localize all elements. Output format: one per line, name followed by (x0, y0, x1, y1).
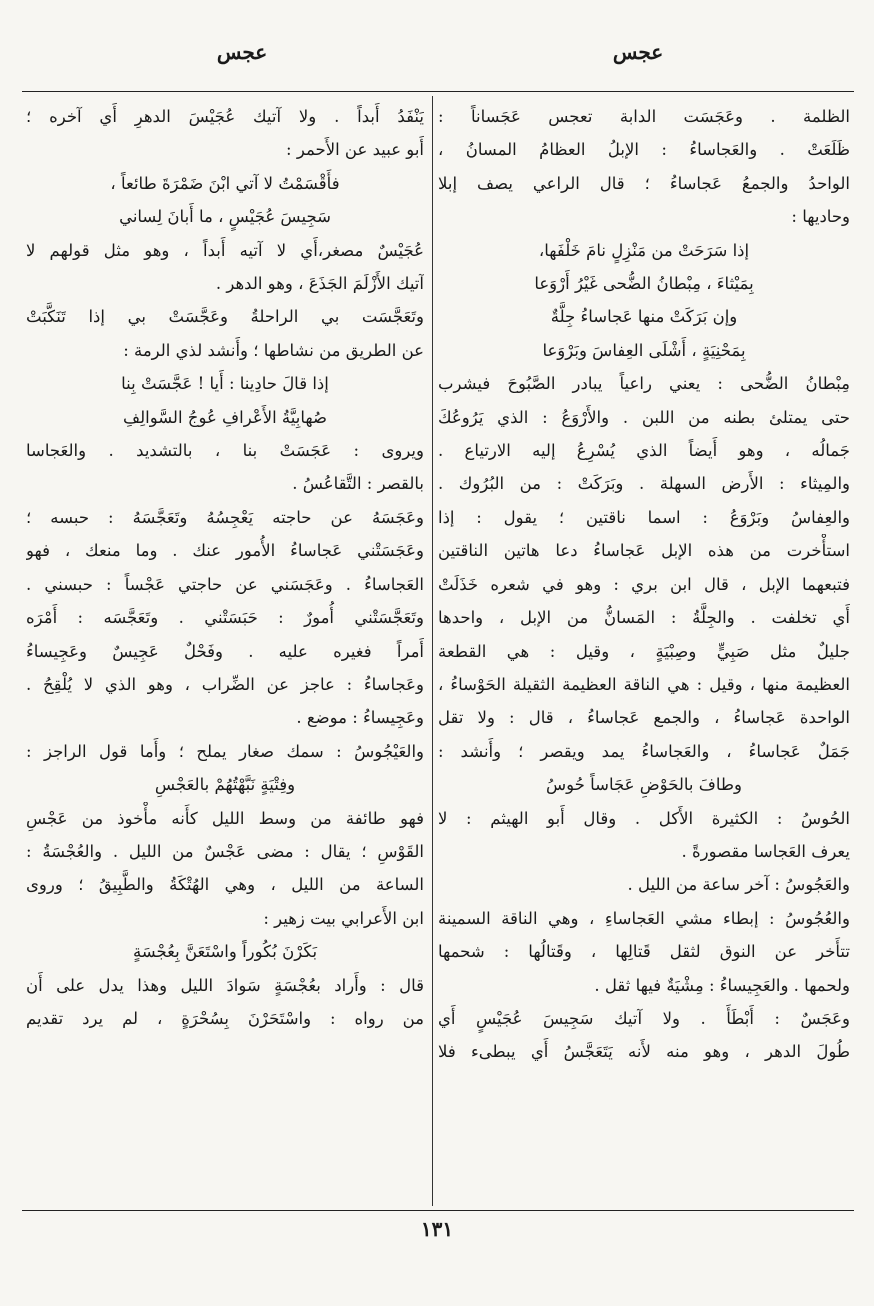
text-line: الظلمة . وعَجَسَت الدابة تعجس عَجَساناً : (438, 107, 850, 126)
text-line: وعَجَسٌ : أَبْطَأَ . ولا آتيك سَجِيسَ عُجَيْسٍ أَي (438, 1008, 850, 1028)
text-line: عن الطريق من نشاطها ؛ وأَنشد لذي الرمة : (123, 340, 424, 360)
verse-line: بَكَرْنَ بُكُوراً واسْتَعَنَّ بِعُجْسَةٍ (132, 942, 318, 962)
text-line: ابن الأَعرابي بيت زهير : (263, 908, 424, 928)
text-line: من رواه : واسْتَحَرْنَ بِسُحْرَةٍ ، لم يرد تقديم (26, 1008, 424, 1028)
column-divider (432, 96, 433, 1206)
text-line: الواحدُ والجمعُ عَجاساءُ ؛ قال الراعي يصف إبلا (438, 173, 850, 193)
left-column-header: عجس (216, 40, 268, 64)
top-rule (22, 91, 854, 92)
left-column (26, 100, 424, 1205)
verse-line: وفِتْيَةٍ نَبَّهْتُهُمْ بالعَجْسِ (154, 775, 296, 795)
text-line: يعرف العَجاسا مقصورةً . (681, 841, 850, 861)
text-line: أَبو عبيد عن الأَحمر : (286, 140, 424, 160)
text-line: الواحدة عَجاساءُ ، والجمع عَجاساءُ ، قال : ولا تقل (438, 708, 850, 728)
text-line: آتيك الأَزْلَمَ الجَذَعَ ، وهو الدهر . (215, 274, 424, 294)
text-line: العظيمة منها ، وقيل : هي الناقة العظيمة الثقيلة الحَوْساءُ ، (438, 674, 850, 694)
verse-line: إذا قالَ حادِينا : أَيا ! عَجَّسَتْ بِنا (121, 374, 329, 394)
text-line: جَمالُه ، وهو أَيضاً الذي يُسْرِعُ إليه الارتياع . (438, 441, 850, 461)
text-line: تتأَخر عن النوق لثقل قَتالِها ، وقَتالُها : شحمها (438, 942, 850, 962)
text-line: يَنْفَدُ أَبداً . ولا آتيك عُجَيْسَ الدهرِ أَي آخره ؛ (26, 107, 424, 126)
verse-line: إذا سَرَحَتْ من مَنْزِلٍ نامَ خَلْفَها، (538, 240, 750, 260)
page-number: ١٣١ (420, 1217, 454, 1241)
verse-line: بِمَحْنِيَةٍ ، أَشْلَى العِفاسَ وبَرْوَعا (542, 340, 746, 360)
text-line: والعَيْجُوسُ : سمك صغار يملح ؛ وأَما قول الراجز : (26, 741, 424, 761)
text-line: ويروى : عَجَسَتْ بنا ، بالتشديد . والعَجاسا (26, 441, 424, 461)
text-line: جَمَلٌ عَجاساءُ ، والعَجاساءُ يمد ويقصر ؛ وأَنشد : (438, 741, 850, 761)
verse-line: سَجِيسَ عُجَيْسٍ ، ما أَبانَ لِساني (119, 207, 331, 227)
verse-line: فأَقْسَمْتُ لا آتي ابْنَ ضَمْرَةَ طائعاً ، (110, 173, 340, 193)
text-line: والعُجُوسُ : إبطاء مشي العَجاساءِ ، وهي الناقة السمينة (438, 908, 850, 928)
text-line: مِبْطانُ الضُّحى : يعني راعياً يبادر الصَّبُوحَ فيشرب (438, 374, 850, 394)
text-line: والمِيثاء : الأَرض السهلة . وبَرَكَتْ : من البُرُوك . (438, 474, 850, 494)
text-line: ظَلَعَتْ . والعَجاساءُ : الإبلُ العظامُ المسانُ ، (438, 140, 850, 160)
text-line: وعَجِيساءُ : موضع . (296, 708, 424, 728)
text-line: وعَجَسَتْني عَجاساءُ الأُمور عنك . وما منعك ، فهو (26, 541, 424, 561)
text-line: استأْخرت من هذه الإبل عَجاساءُ دعا هاتين الناقتين (438, 541, 850, 561)
text-line: القَوْسِ ؛ يقال : مضى عَجْسٌ من الليل . والعُجْسَةُ : (26, 841, 424, 861)
bottom-rule (22, 1210, 854, 1211)
text-line: حتى يمتلئ بطنه من اللبن . والأَرْوَعُ : الذي يَرُوعُكَ (438, 407, 850, 427)
text-line: الساعة من الليل ، وهي الهُتْكَةُ والطَّبِيقُ ؛ وروى (26, 875, 424, 895)
text-line: أَي تخلفت . والجِلَّةُ : المَسانُّ من الإبل ، واحدها (438, 608, 850, 628)
text-line: فهو طائفة من وسط الليل كأَنه مأْخوذ من عَجْسِ (26, 808, 424, 828)
text-line: وحاديها : (791, 207, 850, 227)
verse-line: صُهابِيَّةُ الأَعْرافِ عُوجُ السَّوالِفِ (123, 407, 327, 427)
right-column-header: عجس (612, 40, 664, 64)
text-line: طُولَ الدهر ، وهو منه لأَنه يَتَعَجَّسُ أَي يبطىء فلا (438, 1042, 850, 1062)
text-line: العَجاساءُ . وعَجَسَني عن حاجتي عَجْساً : حبسني . (26, 574, 424, 594)
text-line: وتَعَجَّسَتْني أُمورٌ : حَبَسَتْني . وتَعَجَّسَه : أَمْرَه (26, 608, 424, 628)
text-line: ولحمها . والعَجِيساءُ : مِشْيَةٌ فيها ثقل . (594, 975, 850, 995)
text-line: وعَجاساءُ : عاجز عن الضِّراب ، وهو الذي لا يُلْقِحُ . (26, 674, 424, 694)
text-line: بالقصر : التَّقاعُسُ . (292, 474, 424, 494)
text-line: وتَعَجَّسَت بي الراحلةُ وعَجَّسَتْ بي إذا تَنَكَّبَتْ (26, 307, 424, 327)
text-line: عُجَيْسٌ مصغر،أَي لا آتيه أَبداً ، وهو مثل قولهم لا (26, 240, 424, 260)
text-line: الحُوسُ : الكثيرة الأَكل . وقال أَبو الهيثم : لا (438, 808, 850, 828)
text-line: والعِفاسُ وبَرْوَعُ : اسما ناقتين ؛ يقول : إذا (438, 507, 850, 527)
verse-line: بِمَيْثاءَ ، مِبْطانُ الضُّحى غَيْرُ أَرْوَعا (534, 274, 754, 294)
text-line: قال : وأَراد بعُجْسَةٍ سَوادَ الليل وهذا يدل على أَن (26, 975, 424, 995)
text-line: جليلٌ مثل صَبِيٍّ وصِبْيَةٍ ، وقيل : هي القطعة (438, 641, 850, 661)
verse-line: وإن بَرَكَتْ منها عَجاساءُ جِلَّةٌ (550, 307, 738, 327)
text-line: وعَجَسَهُ عن حاجته يَعْجِسُهُ وتَعَجَّسَهُ : حبسه ؛ (26, 507, 424, 527)
text-line: والعَجُوسُ : آخر ساعة من الليل . (627, 875, 850, 895)
right-column (438, 100, 850, 1205)
text-line: فتبعهما الإبل ، قال ابن بري : وهو في شعره خَذَلَتْ (438, 574, 850, 594)
text-line: أَمراً فغيره عليه . وفَحْلٌ عَجِيسٌ وعَجِيساءُ (26, 641, 424, 661)
verse-line: وطافَ بالحَوْضِ عَجَاساً حُوسُ (546, 775, 742, 795)
